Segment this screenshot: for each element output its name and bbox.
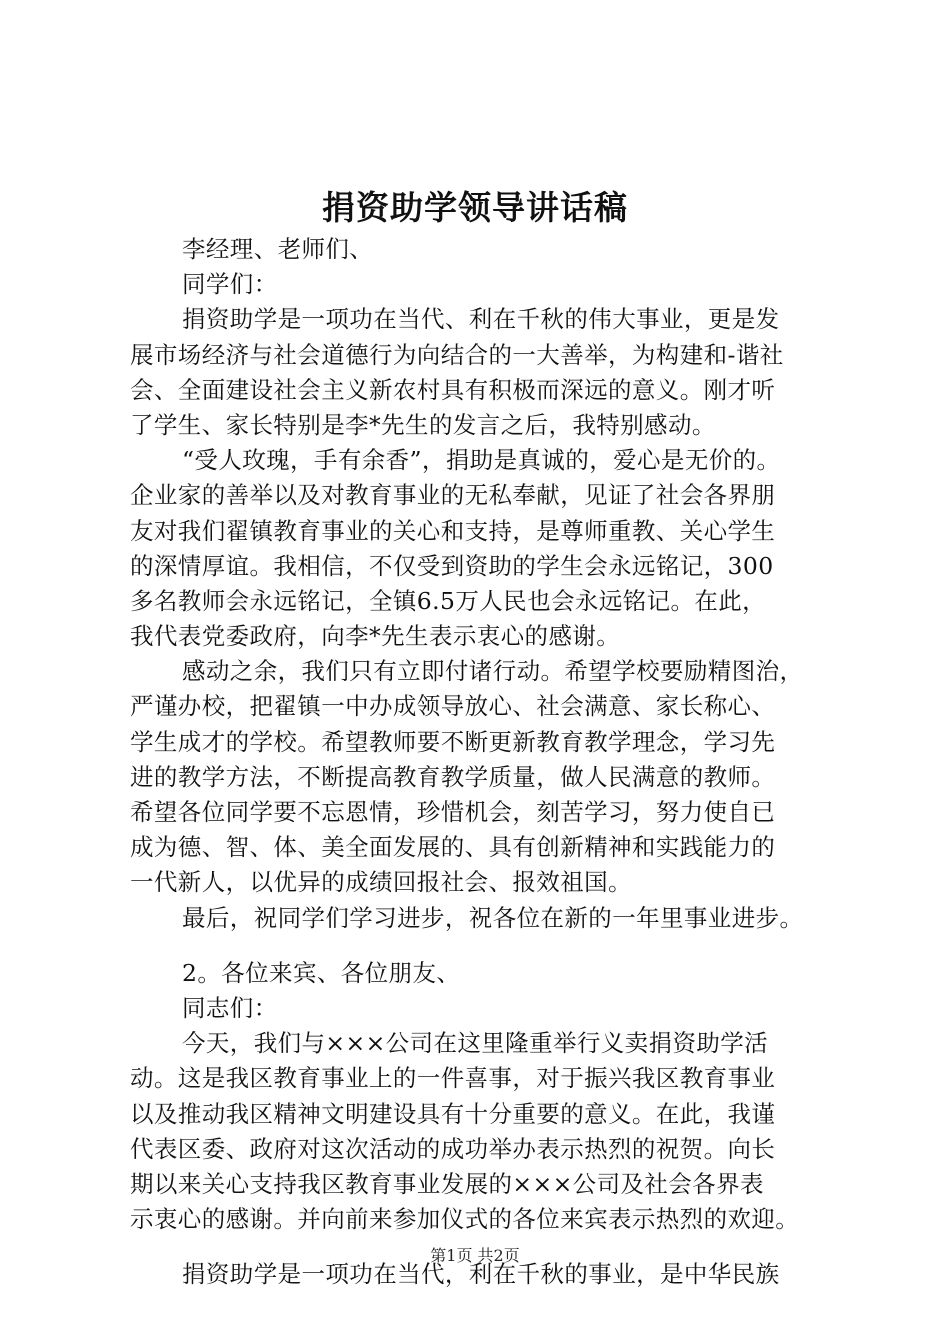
- text-line: 最后，祝同学们学习进步，祝各位在新的一年里事业进步。: [182, 903, 804, 932]
- text-line: 严谨办校，把翟镇一中办成领导放心、社会满意、家长称心、: [130, 692, 776, 721]
- text-line: 期以来关心支持我区教育事业发展的×××公司及社会各界表: [130, 1169, 764, 1198]
- page-footer: 第1页 共2页: [430, 1246, 520, 1265]
- text-line: 学生成才的学校。希望教师要不断更新教育教学理念，学习先: [130, 727, 776, 756]
- text-line: 2。各位来宾、各位朋友、: [182, 958, 461, 987]
- text-line: 同志们：: [182, 993, 278, 1022]
- text-line: 友对我们翟镇教育事业的关心和支持，是尊师重教、关心学生: [130, 516, 776, 545]
- text-line: 我代表党委政府，向李*先生表示衷心的感谢。: [130, 622, 621, 651]
- text-line: 动。这是我区教育事业上的一件喜事，对于振兴我区教育事业: [130, 1064, 776, 1093]
- document-title: 捐资助学领导讲话稿: [322, 188, 628, 227]
- text-line: 企业家的善举以及对教育事业的无私奉献，见证了社会各界朋: [130, 481, 776, 510]
- text-line: 同学们：: [182, 270, 278, 299]
- text-line: 以及推动我区精神文明建设具有十分重要的意义。在此，我谨: [130, 1099, 776, 1128]
- text-line: 今天，我们与×××公司在这里隆重举行义卖捐资助学活: [182, 1029, 769, 1058]
- text-line: 捐资助学是一项功在当代，利在千秋的事业，是中华民族: [182, 1260, 780, 1289]
- text-line: 展市场经济与社会道德行为向结合的一大善举，为构建和-谐社: [130, 340, 784, 369]
- text-line: 希望各位同学要不忘恩情，珍惜机会，刻苦学习，努力使自已: [130, 798, 776, 826]
- text-line: 示衷心的感谢。并向前来参加仪式的各位来宾表示热烈的欢迎。: [130, 1205, 800, 1234]
- text-line: 捐资助学是一项功在当代、利在千秋的伟大事业，更是发: [182, 305, 780, 334]
- text-line: 代表区委、政府对这次活动的成功举办表示热烈的祝贺。向长: [130, 1134, 776, 1163]
- text-line: 会、全面建设社会主义新农村具有积极而深远的意义。刚才听: [130, 375, 776, 404]
- paragraph-gap: [130, 936, 858, 956]
- text-line: “受人玫瑰，手有余香”，捐助是真诚的，爱心是无价的。: [182, 446, 781, 475]
- text-line: 成为德、智、体、美全面发展的、具有创新精神和实践能力的: [130, 833, 776, 862]
- text-line: 多名教师会永远铭记，全镇6.5万人民也会永远铭记。在此，: [130, 586, 767, 615]
- text-line: 的深情厚谊。我相信，不仅受到资助的学生会永远铭记，300: [130, 551, 774, 580]
- text-line: 了学生、家长特别是李*先生的发言之后，我特别感动。: [130, 410, 716, 439]
- text-line: 进的教学方法，不断提高教育教学质量，做人民满意的教师。: [130, 762, 776, 791]
- text-line: 李经理、老师们、: [182, 235, 374, 263]
- text-line: 一代新人，以优异的成绩回报社会、报效祖国。: [130, 868, 632, 897]
- text-line: 感动之余，我们只有立即付诸行动。希望学校要励精图治，: [182, 657, 804, 686]
- document-body: [130, 232, 858, 1292]
